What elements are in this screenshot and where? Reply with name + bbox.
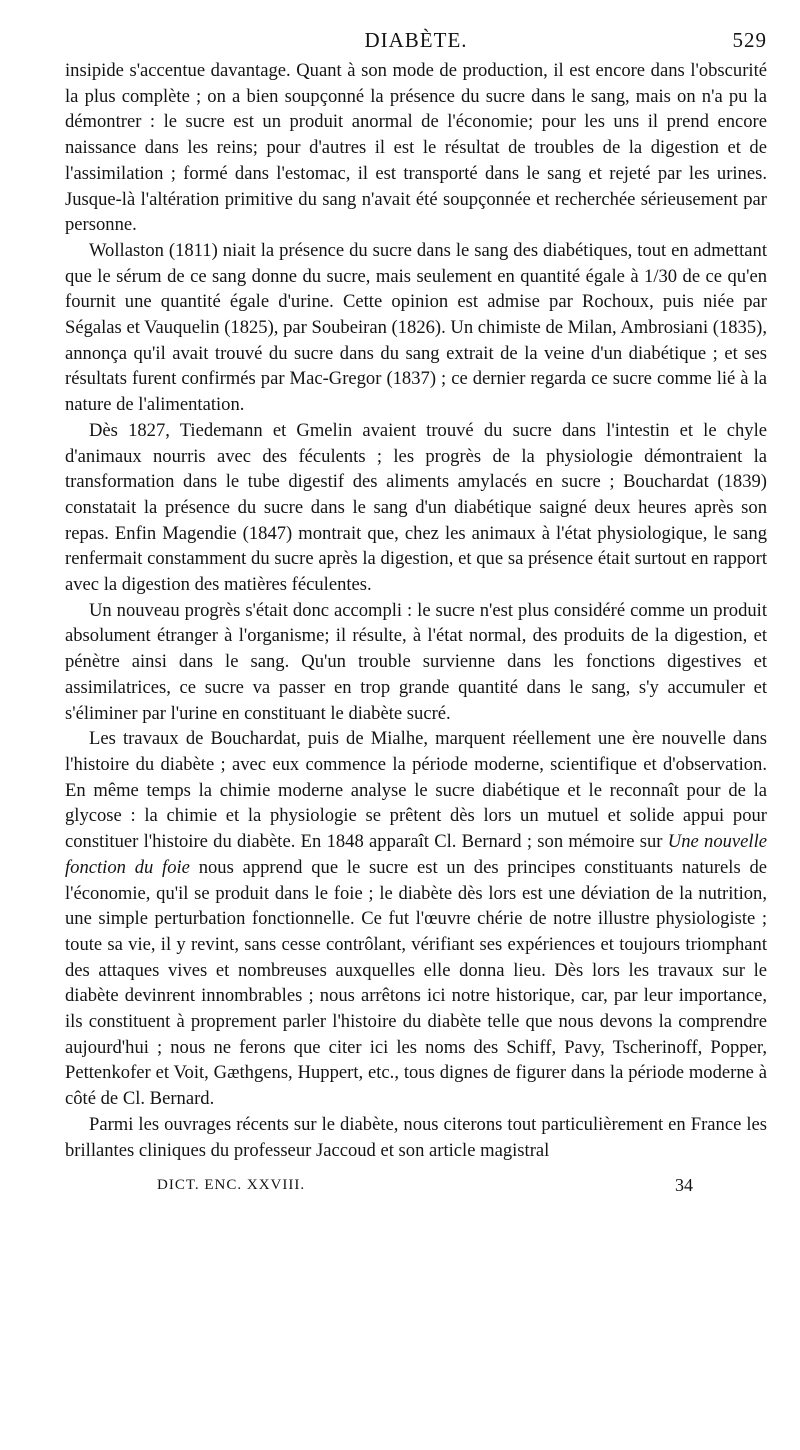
running-head [65, 24, 767, 58]
paragraph-text: Un nouveau progrès s'était donc accompli : le sucre n'est plus considéré comme un produit absolument étranger à l'organisme; il résulte, à l'état normal, des produits de la digestion, et pénètre ainsi dans le sang. Qu'un trouble survienne dans les fonctions digestives et assimilatrices, ce sucre va passer en trop grande quantité dans le sang, s'y accumuler et s'éliminer par l'urine en constituant le diabète sucré. [65, 599, 767, 724]
paragraph-text: Parmi les ouvrages récents sur le diabète, nous citerons tout particulièrement en France les brillantes cliniques du professeur Jaccoud et son article magistral [65, 1113, 767, 1161]
page-number: 529 [732, 28, 767, 52]
paragraph-progress [65, 598, 767, 727]
printer-signature: DICT. ENC. XXVIII. [157, 1177, 306, 1194]
paragraph-continuation [65, 58, 767, 238]
paragraph-recent-works [65, 1112, 767, 1163]
paragraph-wollaston [65, 238, 767, 418]
paragraph-text: insipide s'accentue davantage. Quant à son mode de production, il est encore dans l'obscurité la plus complète ; on a bien soupçonné la présence du sucre dans le sang, mais on n'a pu la démontrer : le sucre est un produit anormal de l'économie; pour les uns il prend encore naissance dans les reins; pour d'autres il est le résultat de troubles de la digestion et de l'assimilation ; formé dans l'estomac, il est transporté dans le sang et rejeté par les urines. Jusque-là l'altération primitive du sang n'avait été soupçonnée et recherchée sérieusement par personne. [65, 60, 767, 236]
paragraph-text: Les travaux de Bouchardat, puis de Mialhe, marquent réellement une ère nouvelle dans l'histoire du diabète ; avec eux commence la période moderne, scientifique et d'observation. En même temps la chimie moderne analyse le sucre diabétique et le reconnaît pour de la glycose : la chimie et la physiologie se prêtent dès lors un mutuel et solide appui pour constituer l'histoire du diabète. En 1848 apparaît Cl. Bernard ; son mémoire sur [65, 728, 767, 853]
paragraph-text: Wollaston (1811) niait la présence du sucre dans le sang des diabétiques, tout en admettant que le sérum de ce sang donne du sucre, mais seulement en quantité égale à 1/30 de ce qu'en fournit une quantité égale d'urine. Cette opinion est admise par Rochoux, puis niée par Ségalas et Vauquelin (1825), par Soubeiran (1826). Un chimiste de Milan, Ambrosiani (1835), annonça qu'il avait trouvé du sucre dans du sang extrait de la veine d'un diabétique ; et ses résultats furent confirmés par Mac-Gregor (1837) ; ce dernier regarda ce sucre comme lié à la nature de l'alimentation. [65, 239, 767, 416]
page-footer [65, 1175, 767, 1199]
paragraph-tiedemann [65, 418, 767, 598]
paragraph-text: Dès 1827, Tiedemann et Gmelin avaient trouvé du sucre dans l'intestin et le chyle d'animaux nourris avec des féculents ; les progrès de la physiologie démontraient la transformation dans le tube digestif des aliments amylacés en sucre ; Bouchardat (1839) constatait la présence du sucre dans le sang d'un diabétique saigné deux heures après son repas. Enfin Magendie (1847) montrait que, chez les animaux à l'état physiologique, le sang renfermait constamment du sucre après la digestion, et que sa présence était surtout en rapport avec la digestion des matières féculentes. [65, 419, 767, 596]
book-page [65, 24, 767, 1199]
paragraph-text: nous apprend que le sucre est un des principes constituants naturels de l'économie, qu'il se produit dans le foie ; le diabète dès lors est une déviation de la nutrition, une simple perturbation fonctionnelle. Ce fut l'œuvre chérie de notre illustre physiologiste ; toute sa vie, il y revint, sans cesse contrôlant, vérifiant ses expériences et toujours triomphant des attaques vives et nombreuses auxquelles elle donna lieu. Dès lors les travaux sur le diabète devinrent innombrables ; nous arrêtons ici notre historique, car, par leur importance, ils constituent à proprement parler l'histoire du diabète telle que nous devons la comprendre aujourd'hui ; nous ne ferons que citer ici les noms des Schiff, Pavy, Tscherinoff, Popper, Pettenkofer et Voit, Gæthgens, Huppert, etc., tous dignes de figurer dans la période moderne à côté de Cl. Bernard. [65, 856, 767, 1110]
sheet-number: 34 [675, 1175, 693, 1196]
running-title: DIABÈTE. [364, 28, 468, 52]
paragraph-bouchardat [65, 726, 767, 1112]
body-text [65, 58, 767, 1163]
memoir-title: Une nouvelle fonction du foie [65, 831, 768, 878]
